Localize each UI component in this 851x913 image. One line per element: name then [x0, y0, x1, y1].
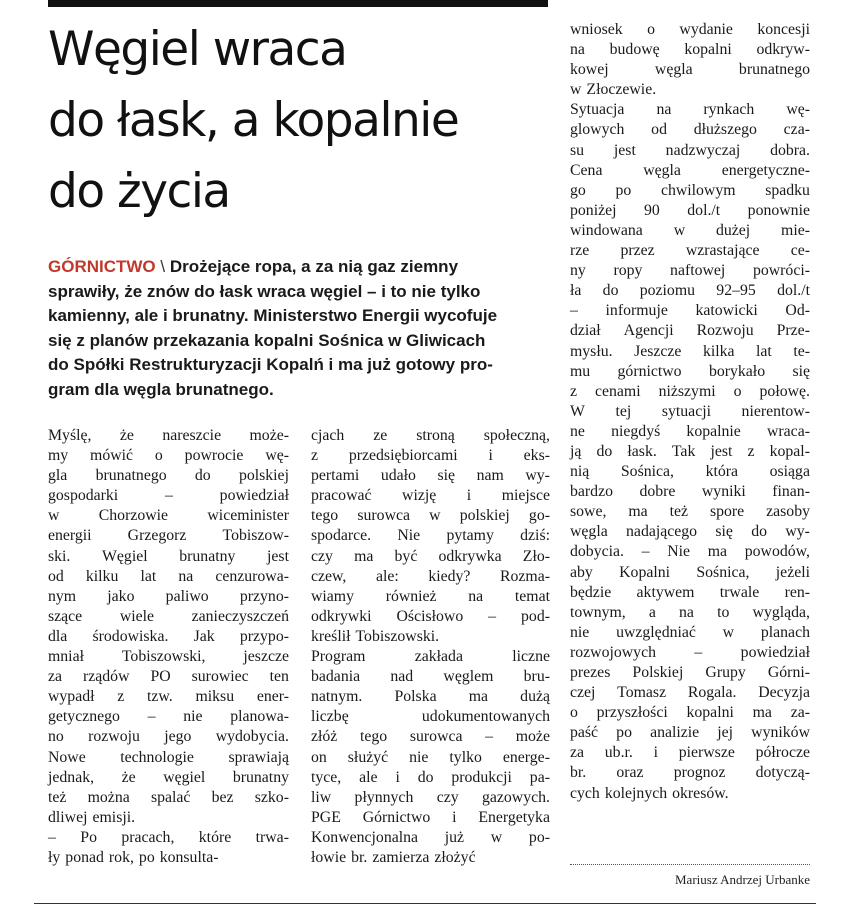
lead-paragraph [48, 255, 548, 403]
byline-divider [570, 864, 810, 865]
body-line: tego surowca w polskiej go- [311, 507, 550, 525]
body-line: złóż tego surowca – może [311, 728, 550, 746]
body-line: o przyszłości kopalni ma za- [570, 704, 810, 722]
body-line: mysłu. Jeszcze kilka lat te- [570, 342, 810, 360]
body-line: liw płynnych czy gazowych. [311, 788, 550, 806]
body-line: liczbę udokumentowanych [311, 708, 550, 726]
body-line: wniosek o wydanie koncesji [570, 21, 810, 38]
body-line: rozwojowych – powiedział [570, 643, 810, 661]
body-line: mniał Tobiszowski, jeszcze [48, 648, 289, 666]
body-line: Sytuacja na rynkach wę- [570, 101, 810, 119]
body-line: łowie br. zamierza złożyć [311, 848, 476, 866]
body-line: aby Kopalni Sośnica, jeżeli [570, 563, 810, 581]
body-line: wiamy również na temat [311, 587, 550, 605]
body-line: ski. Węgiel brunatny jest [48, 547, 289, 565]
lead-text: Drożejące ropa, a za nią gaz ziemny [169, 257, 459, 276]
body-line: w Chorzowie wiceminister [48, 507, 289, 525]
body-line: spodarce. Nie pytamy dziś: [311, 527, 550, 545]
headline-line: Węgiel wraca [48, 22, 347, 77]
lead-line: gram dla węgla brunatnego. [48, 379, 274, 399]
body-line: W tej sytuacji nierentow- [570, 402, 810, 420]
body-line: czew, ale: kiedy? Rozma- [311, 567, 550, 585]
headline-line: do łask, a kopalnie [48, 93, 459, 148]
body-line: rze przez wzrastające ce- [570, 242, 810, 260]
body-line: energii Grzegorz Tobiszow- [48, 527, 289, 545]
body-line: Konwencjonalna już w po- [311, 828, 550, 846]
body-line: badania nad węglem bru- [311, 668, 550, 686]
body-line: – informuje katowicki Od- [570, 302, 810, 320]
headline-line: do życia [48, 164, 230, 219]
body-line: getycznego – nie planowa- [48, 708, 289, 726]
body-line: z cenami niższymi o połowę. [570, 382, 810, 400]
body-column-2 [311, 426, 550, 868]
body-line: go po chwilowym spadku [570, 181, 810, 199]
body-line: on służyć nie tylko energe- [311, 748, 550, 766]
body-line: cych kolejnych okresów. [570, 784, 729, 802]
body-line: tyce, ale i do produkcji pa- [311, 768, 550, 786]
body-line: cjach ze stroną społeczną, [311, 427, 550, 444]
section-kicker: GÓRNICTWO [48, 257, 156, 276]
body-line: będzie aktywem trwale ren- [570, 583, 810, 601]
body-line: mu górnictwo borykało się [570, 362, 810, 380]
lead-line [48, 255, 548, 280]
body-line: kreślił Tobiszowski. [311, 627, 440, 645]
body-line: windowana w dużej mie- [570, 221, 810, 239]
kicker-separator: \ [160, 257, 166, 276]
body-line: ne niegdyś kopalnie wraca- [570, 422, 810, 440]
body-line: nym jako paliwo przyno- [48, 587, 289, 605]
body-line: za ub.r. i pierwsze półrocze [570, 744, 810, 762]
body-line: Program zakłada liczne [311, 648, 550, 666]
body-line: br. oraz prognoz dotyczą- [570, 764, 810, 782]
body-line: my mówić o powrocie wę- [48, 447, 289, 465]
body-line: dliwej emisji. [48, 808, 136, 826]
body-line: pertami udało się nam wy- [311, 467, 550, 485]
body-line: czy ma być odkrywka Zło- [311, 547, 550, 565]
body-line: nie uwzględniać w planach [570, 623, 810, 641]
body-line: no rozwoju jego wydobycia. [48, 728, 289, 746]
body-line: wypadł z tzw. miksu ener- [48, 688, 289, 706]
body-line: – Po pracach, które trwa- [48, 828, 289, 846]
lead-line: sprawiły, że znów do łask wraca węgiel – i to nie tylko [48, 281, 481, 301]
body-line: dział Agencji Rozwoju Prze- [570, 322, 810, 340]
body-line: natnym. Polska ma dużą [311, 688, 550, 706]
body-line: gla brunatnego do polskiej [48, 467, 289, 485]
body-line: szące wiele zanieczyszczeń [48, 607, 289, 625]
body-line: ją do łask. Tak jest z kopal- [570, 442, 810, 460]
body-line: Nowe technologie sprawiają [48, 748, 289, 766]
body-line: ny ropy naftowej powróci- [570, 262, 810, 280]
body-line: na budowę kopalni odkryw- [570, 41, 810, 59]
author-byline: Mariusz Andrzej Urbanke [674, 872, 810, 887]
bottom-rule [34, 903, 816, 904]
body-column-3 [570, 20, 810, 804]
body-line: ła do poziomu 92–95 dol./t [570, 282, 810, 300]
body-line: też można spalać bez szko- [48, 788, 289, 806]
body-line: Cena węgla energetyczne- [570, 161, 810, 179]
body-column-1 [48, 426, 289, 868]
body-line: paść po analizie jej wyników [570, 724, 810, 742]
body-line: gospodarki – powiedział [48, 487, 289, 505]
lead-line: kamienny, ale i brunatny. Ministerstwo Energii wycofuje [48, 306, 498, 326]
body-line: dobycia. – Nie ma powodów, [570, 543, 810, 561]
body-line: prezes Polskiej Grupy Górni- [570, 664, 810, 681]
body-line: węgla nadającego się do wy- [570, 523, 810, 541]
body-line: su jest nadzwyczaj dobra. [570, 141, 810, 159]
body-line: jednak, że węgiel brunatny [48, 768, 289, 786]
body-line: ły ponad rok, po konsulta- [48, 848, 219, 866]
body-line: dla środowiska. Jak przypo- [48, 627, 289, 645]
body-line: glowych od dłuższego cza- [570, 121, 810, 139]
body-line: od kilku lat na cenzurowa- [48, 567, 289, 585]
body-line: bardzo dobre wyniki finan- [570, 483, 810, 501]
top-rule [48, 0, 548, 7]
body-line: odkrywki Ościsłowo – pod- [311, 607, 550, 625]
body-line: nią Sośnica, która osiąga [570, 463, 810, 481]
body-line: z przedsiębiorcami i eks- [311, 447, 550, 465]
body-line: townym, a na to wygląda, [570, 603, 810, 621]
body-line: kowej węgla brunatnego [570, 61, 810, 79]
body-line: czej Tomasz Rogala. Decyzja [570, 684, 810, 702]
lead-line: do Spółki Restrukturyzacji Kopalń i ma już gotowy pro- [48, 355, 493, 375]
body-line: PGE Górnictwo i Energetyka [311, 808, 550, 826]
body-line: za rządów PO surowiec ten [48, 668, 289, 686]
headline [48, 14, 548, 227]
lead-line: się z planów przekazania kopalni Sośnica w Gliwicach [48, 330, 486, 350]
body-line: w Złoczewie. [570, 81, 657, 99]
body-line: sowe, ma też spore zasoby [570, 503, 810, 521]
body-line: pracować wizję i miejsce [311, 487, 550, 505]
body-line: poniżej 90 dol./t ponownie [570, 201, 810, 219]
body-line: Myślę, że nareszcie może- [48, 427, 289, 444]
